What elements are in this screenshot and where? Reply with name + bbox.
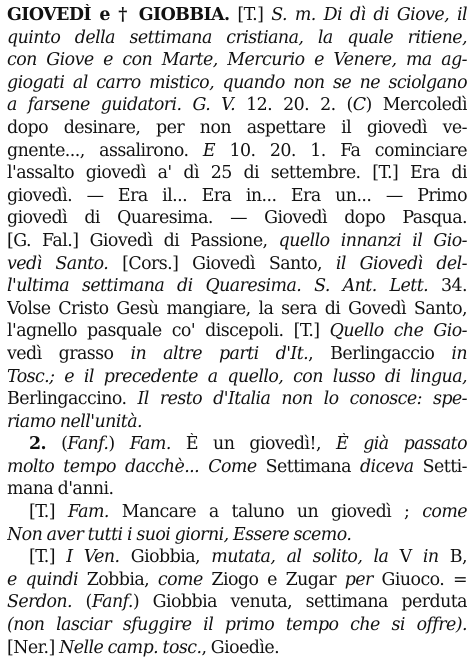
text-run: È un giovedì!, — [170, 434, 336, 455]
text-run: Volse Cristo Gesù mangiare, la sera di Govedì Santo, — [7, 298, 467, 319]
text-run: gnente..., assalirono. — [7, 140, 203, 161]
text-run: ) Giobbia venuta, settimana perduta — [132, 592, 467, 613]
text-run: Serdon. — [7, 592, 72, 613]
text-run: mutata, al solito, la — [211, 547, 389, 568]
text-run: , Berlingaccio — [308, 343, 452, 364]
text-run: il Giovedì del- — [335, 253, 467, 274]
text-run: come — [422, 502, 467, 523]
text-run: 12. 20. 2. ( — [235, 95, 353, 116]
text-run: con Giove e con Marte, Mercurio e Venere, ma ag- — [7, 50, 467, 71]
text-run: [T.] — [29, 502, 68, 523]
text-run: 10. 20. 1. Fa cominciare — [215, 140, 467, 161]
text-run: in — [422, 547, 439, 568]
text-run: l'ultima settimana di Quaresima. S. Ant. Lett. — [7, 276, 429, 297]
text-run: Zobbia, — [77, 569, 158, 590]
text-run: Fanf. — [91, 592, 133, 613]
text-line — [7, 637, 467, 659]
text-run: Berlingaccino. — [7, 389, 138, 410]
text-run: diceva — [359, 456, 414, 477]
text-run: Fanf. — [67, 434, 109, 455]
text-line — [7, 343, 467, 366]
text-run: vedì grasso — [7, 343, 114, 364]
text-run: quello innanzi il Gio- — [278, 230, 467, 251]
text-run: B, — [438, 547, 467, 568]
text-run: 34. — [428, 276, 467, 297]
text-line — [7, 388, 467, 411]
text-line — [7, 501, 467, 524]
text-run: ( — [72, 592, 92, 613]
text-line — [7, 275, 467, 298]
text-run: l'assalto giovedì a' dì 25 di settembre. [T.] Era di — [7, 163, 467, 184]
text-line — [7, 4, 467, 27]
text-run: È già passato — [336, 434, 467, 455]
text-line — [7, 140, 467, 163]
text-run: Mancare a taluno un giovedì ; — [108, 502, 423, 523]
text-line — [7, 49, 467, 72]
text-run: molto tempo dacchè... Come — [7, 456, 257, 477]
text-line — [7, 298, 467, 321]
text-run: Tosc.; e il precedente a quello, con lusso di lingua, — [7, 366, 467, 387]
text-run: [Ner.] — [7, 637, 60, 658]
text-run: giogati al carro mistico, quando non se ne sciolgano — [7, 72, 467, 93]
text-line — [7, 366, 467, 389]
text-run: [T.] — [229, 5, 272, 25]
text-run: Nelle camp. tosc. — [59, 637, 202, 658]
text-run: ( — [46, 434, 68, 455]
text-run: l'agnello pasquale co' discepoli. [T.] — [7, 321, 330, 342]
text-run: riamo nell'unità. — [7, 411, 143, 432]
text-run: dopo desinare, per non aspettare il giovedì ve- — [7, 117, 467, 138]
text-run: Fam. — [129, 434, 171, 455]
text-run: Il resto d'Italia non lo conosce: spe- — [137, 389, 467, 410]
text-line — [7, 27, 467, 50]
text-run: [G. Fal.] Giovedì di Passione, — [7, 230, 279, 251]
text-line — [7, 117, 467, 140]
text-line — [7, 253, 467, 276]
text-line — [7, 546, 467, 569]
text-run: , Gioedìe. — [201, 637, 280, 658]
text-run: in — [451, 343, 467, 364]
text-run: I Ven. — [66, 547, 120, 568]
text-run: Fam. — [67, 502, 109, 523]
text-run: a farsene guidatori. G. V. — [7, 95, 236, 116]
text-run: come — [157, 569, 203, 590]
text-run: Ziogo e Zugar — [202, 569, 345, 590]
text-line — [7, 72, 467, 95]
text-line — [7, 411, 467, 434]
text-run: S. m. Di dì di Giove, il — [271, 5, 467, 25]
text-run: V — [388, 547, 423, 568]
text-run: Giobbia, — [119, 547, 212, 568]
text-line — [7, 320, 467, 343]
text-run: 2. — [29, 434, 47, 455]
text-run: [T.] — [29, 547, 67, 568]
text-run: mana d'anni. — [7, 479, 114, 500]
text-run: (non lasciar sfuggire il primo tempo che si offre). — [7, 615, 467, 636]
text-run: E — [202, 140, 216, 161]
entry-main-definition — [7, 4, 467, 433]
text-run: giovedì. — Era il... Era in... Era un... — Primo — [7, 185, 467, 206]
text-line — [7, 569, 467, 592]
text-run: Giuoco. = — [372, 569, 467, 590]
text-run: vedì Santo. — [7, 253, 109, 274]
entry-note-venetian — [7, 546, 467, 659]
text-run: Quello che Gio- — [329, 321, 467, 342]
text-line — [7, 185, 467, 208]
text-line — [7, 94, 467, 117]
text-run: per — [344, 569, 373, 590]
text-line — [7, 614, 467, 637]
text-run: e quindi — [7, 569, 78, 590]
text-run: ) — [108, 434, 130, 455]
text-line — [7, 433, 467, 456]
text-run: giovedì di Quaresima. — Giovedì dopo Pasqua. — [7, 208, 467, 229]
text-line — [7, 162, 467, 185]
text-run: Settimana — [256, 456, 360, 477]
text-line — [7, 230, 467, 253]
text-line — [7, 524, 467, 547]
text-run: C — [352, 95, 366, 116]
text-line — [7, 591, 467, 614]
text-run: Non aver tutti i suoi giorni, Essere scemo. — [7, 524, 352, 545]
text-line — [7, 207, 467, 230]
text-run: ) Mercoledì — [365, 95, 467, 116]
text-run: [Cors.] Giovedì Santo, — [108, 253, 336, 274]
text-run: in altre parti d'It. — [113, 343, 309, 364]
text-line — [7, 456, 467, 479]
text-line — [7, 478, 467, 501]
entry-note-familiar — [7, 501, 467, 546]
entry-sense-2 — [7, 433, 467, 501]
text-run: Setti- — [413, 456, 467, 477]
text-run: quinto della settimana cristiana, la quale ritiene, — [7, 27, 467, 48]
text-run: GIOVEDÌ e † GIOBBIA. — [7, 5, 230, 25]
